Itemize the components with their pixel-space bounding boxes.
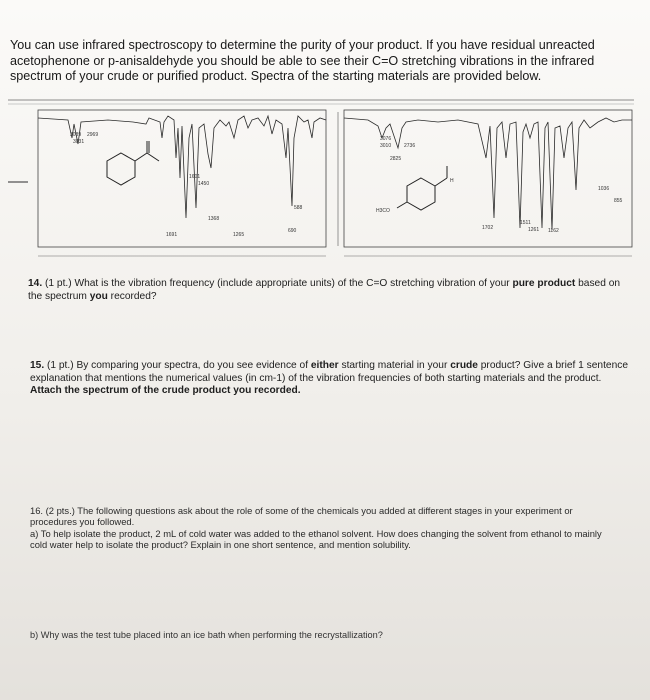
- peak-label-1691: 1691: [166, 232, 178, 238]
- peak-label-1261: 1261: [528, 227, 540, 233]
- peak-label-588: 588: [294, 205, 303, 211]
- structure-label-h3co: H3CO: [376, 208, 390, 214]
- peak-label-3031: 3031: [73, 139, 85, 145]
- peak-label-690: 690: [288, 228, 297, 234]
- question-15-text-a: (1 pt.) By comparing your spectra, do you see evidence of: [44, 360, 311, 371]
- peak-label-2969: 2969: [87, 132, 99, 138]
- question-16: [30, 505, 620, 551]
- peak-label-855: 855: [614, 198, 623, 204]
- peak-label-1702: 1702: [482, 225, 494, 231]
- question-15-bold-a: either: [310, 360, 339, 371]
- question-15-number: 15.: [30, 360, 45, 371]
- spectrum-acetophenone: [8, 110, 338, 256]
- question-15-bold-b: crude: [450, 360, 478, 371]
- question-14-text-b: based on the spectrum: [28, 278, 621, 302]
- question-14-bold-a: pure product: [512, 278, 576, 289]
- peak-label-1601: 1601: [189, 174, 201, 180]
- peak-label-1450: 1450: [198, 181, 210, 187]
- structure-label-h: H: [450, 178, 454, 184]
- question-16-intro: 16. (2 pts.) The following questions ask about the role of some of the chemicals you added at different stages in your experiment or procedures you followed.: [30, 505, 573, 528]
- spectrum-p-anisaldehyde: [344, 110, 632, 256]
- peak-label-1265: 1265: [233, 232, 245, 238]
- question-16-part-b: b) Why was the test tube placed into an ice bath when performing the recrystallization?: [30, 630, 383, 640]
- peak-label-2736: 2736: [404, 143, 416, 149]
- ir-spectra-svg: [8, 98, 634, 270]
- question-14-number: 14.: [28, 278, 43, 289]
- peak-label-1511: 1511: [520, 220, 531, 226]
- peak-label-2825: 2825: [390, 156, 402, 162]
- peak-label-3089: 3089: [70, 132, 82, 138]
- peak-label-1036: 1036: [598, 186, 610, 192]
- peak-label-3076: 3076: [380, 136, 392, 142]
- question-14: [28, 278, 628, 303]
- peak-label-1368: 1368: [208, 216, 220, 222]
- peak-label-1162: 1162: [548, 228, 559, 234]
- intro-paragraph: You can use infrared spectroscopy to determine the purity of your product. If you have residual unreacted acetophenone or p-anisaldehyde you should be able to see their C=O stretching vibrations in the infrared spectrum of your crude or purified product. Spectra of the starting materials are provided below.: [10, 38, 595, 83]
- question-16-part-a: a) To help isolate the product, 2 mL of cold water was added to the ethanol solvent. How does changing the solvent from ethanol to mainly cold water help to isolate the product? Explain in one short sentence, and mention solubility.: [30, 527, 602, 551]
- question-15-text-c: product? Give a brief 1 sentence explanation that mentions the numerical values (in cm-1) of the vibration frequencies of both starting materials and the product.: [30, 360, 629, 384]
- question-15: [30, 360, 630, 398]
- question-14-text-a: What is the vibration frequency (include appropriate units) of the C=O stretching vibration of your: [71, 278, 513, 289]
- peak-label-3010: 3010: [380, 143, 392, 149]
- ir-spectra-figure: [8, 98, 634, 270]
- question-14-bold-b: you: [89, 290, 108, 302]
- question-14-text-c: recorded?: [107, 290, 157, 302]
- question-15-bold-c: Attach the spectrum of the crude product you recorded.: [30, 385, 301, 397]
- question-15-text-b: starting material in your: [338, 360, 451, 371]
- question-14-points: (1 pt.): [45, 278, 72, 289]
